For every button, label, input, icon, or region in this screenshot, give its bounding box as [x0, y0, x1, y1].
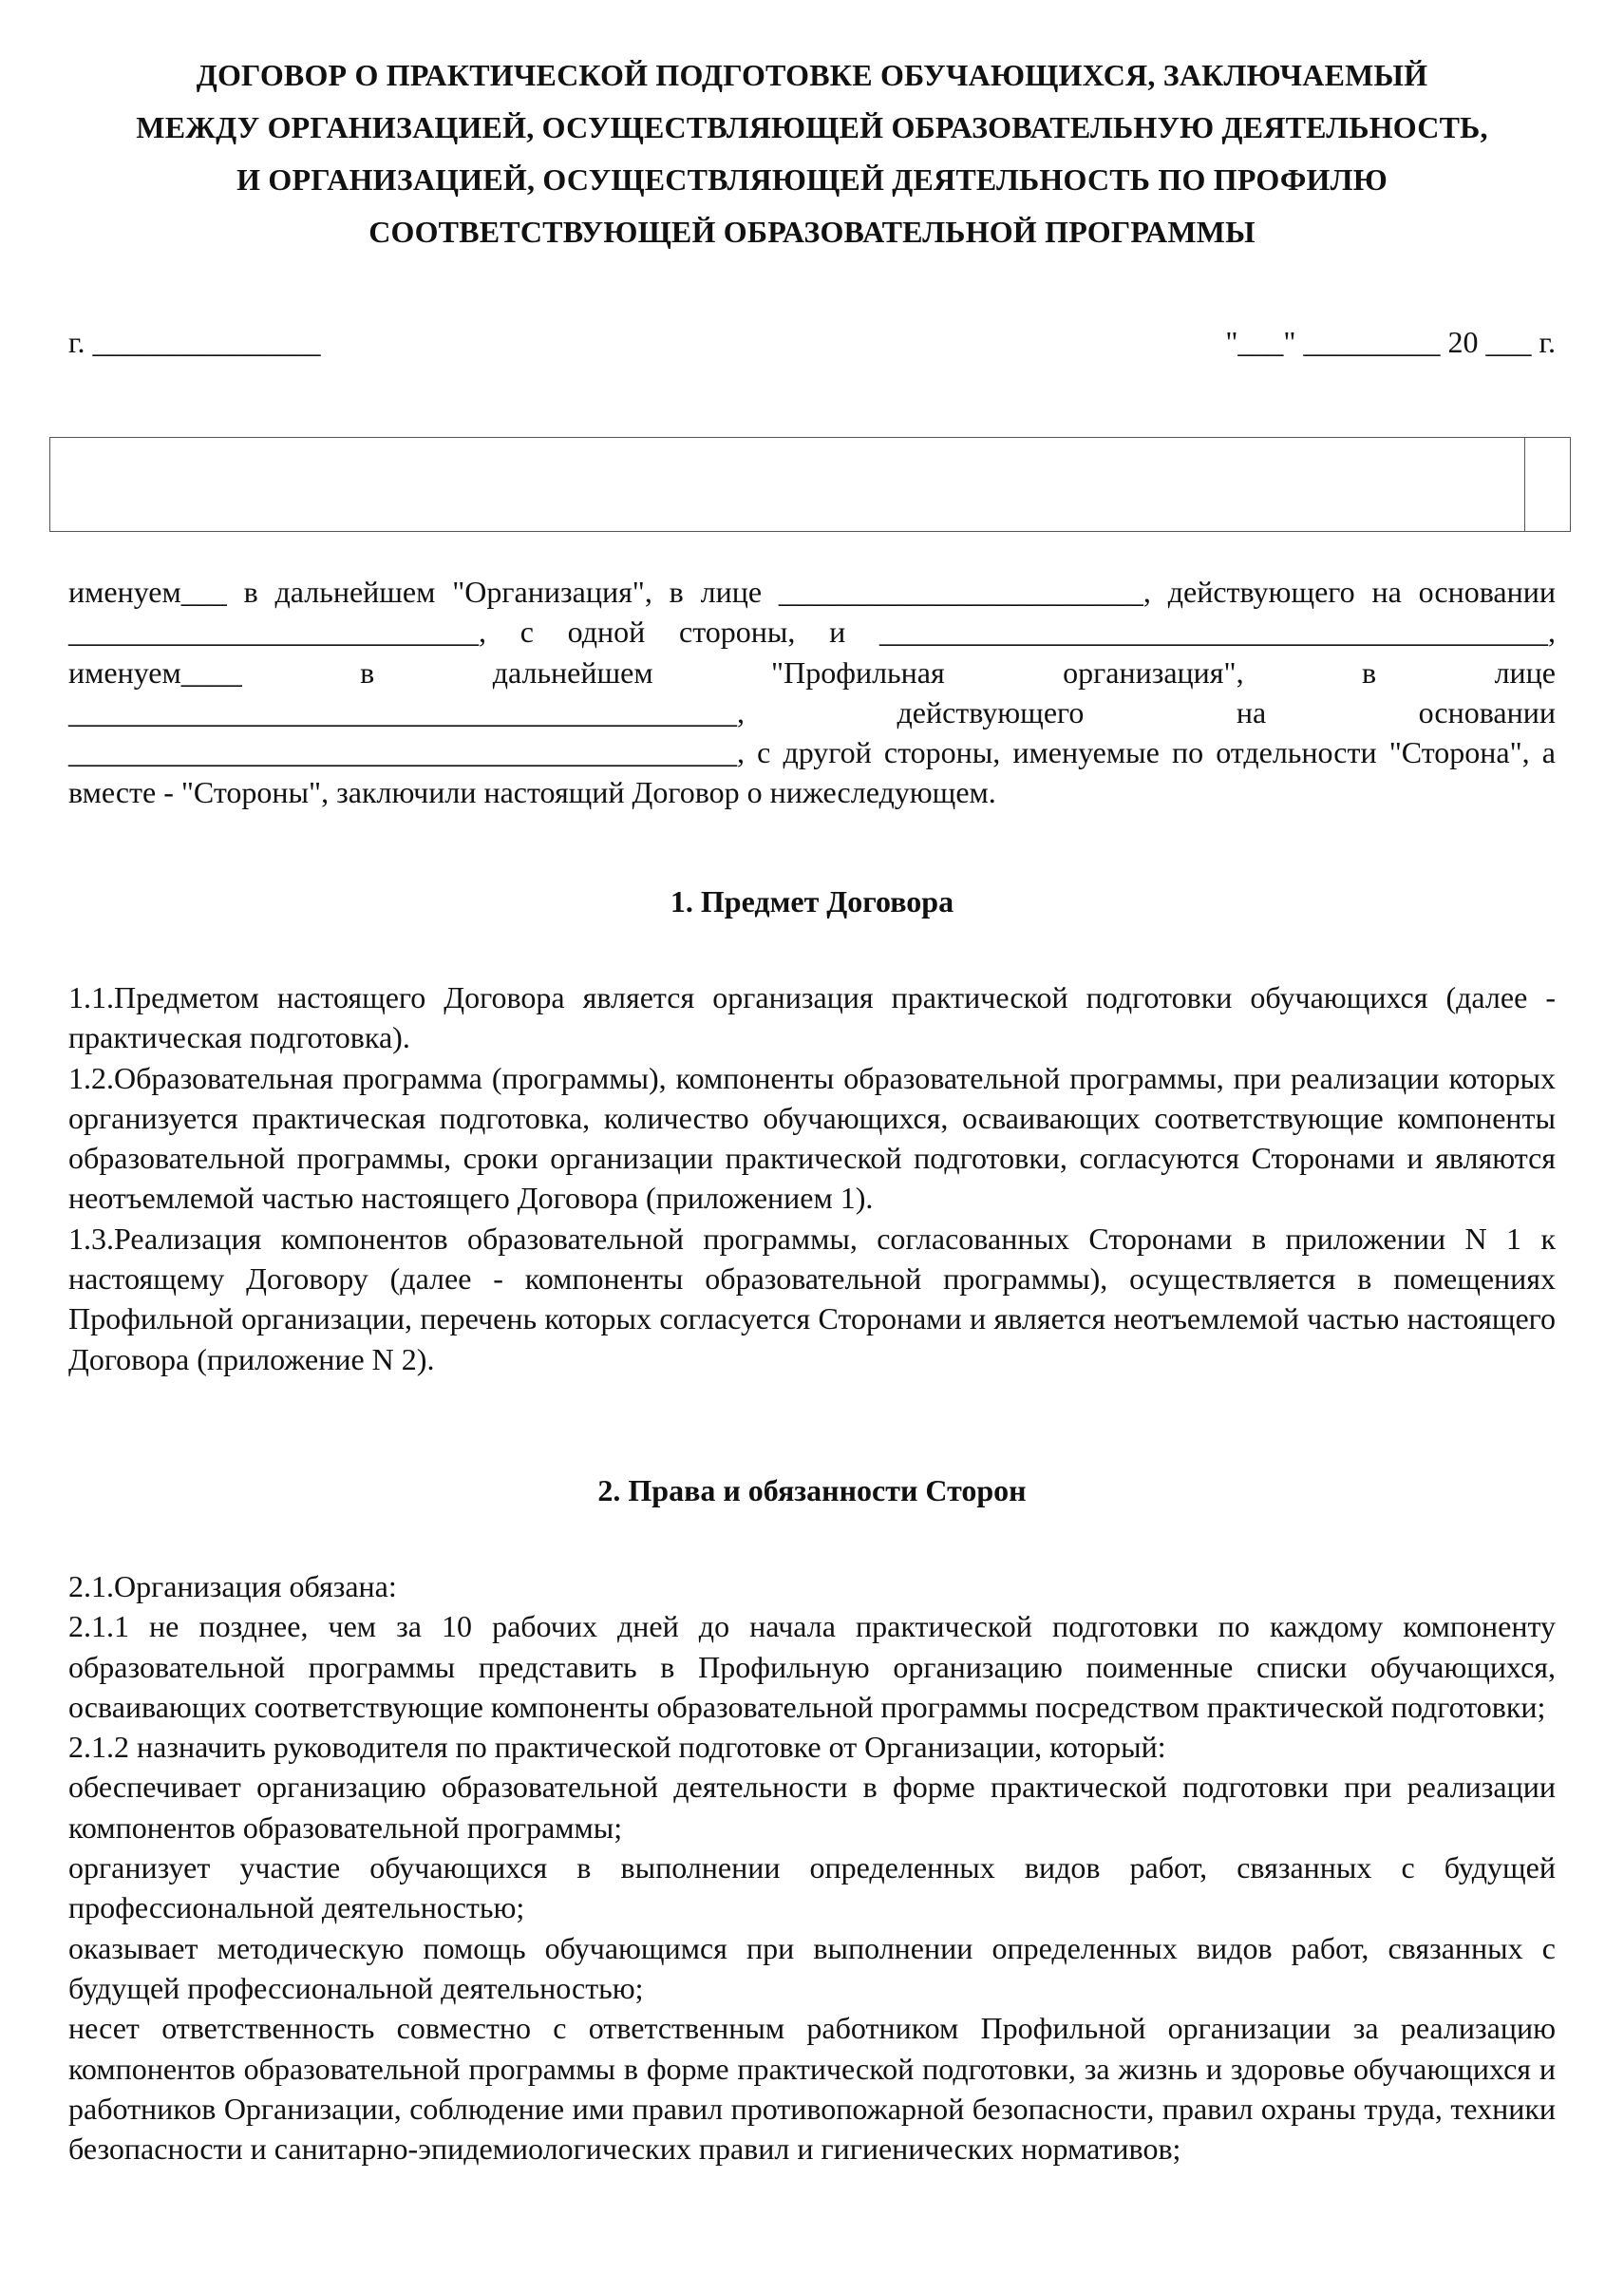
title-line: И ОРГАНИЗАЦИЕЙ, ОСУЩЕСТВЛЯЮЩЕЙ ДЕЯТЕЛЬНОСТЬ ПО ПРОФИЛЮ: [236, 162, 1388, 197]
clause-2-1: 2.1.Организация обязана:: [68, 1569, 397, 1603]
place-date-row: [68, 323, 1556, 361]
clause-2-1-1: 2.1.1 не позднее, чем за 10 рабочих дней до начала практической подготовки по каждому компоненту образовательной программы представить в Профильную организацию поименные списки обучающихся, осваивающих соответствующие компоненты образовательной программы посредством практической подготовки;: [68, 1609, 1556, 1724]
section-2-title: 2. Права и обязанности Сторон: [597, 1473, 1027, 1507]
clause-2-1-2: 2.1.2 назначить руководителя по практической подготовке от Организации, который:: [68, 1730, 1166, 1765]
section-1-body: [68, 977, 1556, 1379]
preamble: [68, 572, 1556, 813]
document-page: [68, 49, 1556, 2167]
clause-1-1: 1.1.Предметом настоящего Договора является организация практической подготовки обучающихся (далее - практическая подготовка).: [68, 980, 1556, 1055]
organization-name-box: [49, 437, 1571, 532]
section-1-title: 1. Предмет Договора: [670, 884, 954, 919]
duty-item: обеспечивает организацию образовательной деятельности в форме практической подготовки при реализации компонентов образовательной программы;: [68, 1770, 1556, 1845]
place-field: г. _______________: [68, 325, 321, 359]
preamble-text: именуем___ в дальнейшем "Организация", в лице ________________________, действующего на основании ___________________________, с одной стороны, и ____________________________________________, именуем____ в дальнейшем "Профильная организация", в лице ____________________________________________, действующего на основании ____________________________________________, с другой стороны, именуемые по отдельности "Сторона", а вместе - "Стороны", заключили настоящий Договор о нижеследующем.: [68, 575, 1556, 810]
document-title: [68, 49, 1556, 258]
duty-item: несет ответственность совместно с ответственным работником Профильной организации за реализацию компонентов образовательной программы в форме практической подготовки, за жизнь и здоровье обучающихся и работников Организации, соблюдение ими правил противопожарной безопасности, правил охраны труда, техники безопасности и санитарно-эпидемиологических правил и гигиенических нормативов;: [68, 2011, 1556, 2167]
date-field: "___" _________ 20 ___ г.: [1225, 325, 1556, 359]
title-line: МЕЖДУ ОРГАНИЗАЦИЕЙ, ОСУЩЕСТВЛЯЮЩЕЙ ОБРАЗОВАТЕЛЬНУЮ ДЕЯТЕЛЬНОСТЬ,: [136, 110, 1488, 144]
title-line: СООТВЕТСТВУЮЩЕЙ ОБРАЗОВАТЕЛЬНОЙ ПРОГРАММЫ: [368, 215, 1256, 249]
duty-item: оказывает методическую помощь обучающимся при выполнении определенных видов работ, связанных с будущей профессиональной деятельностью;: [68, 1930, 1556, 2005]
clause-1-3: 1.3.Реализация компонентов образовательной программы, согласованных Сторонами в приложении N 1 к настоящему Договору (далее - компоненты образовательной программы), осуществляется в помещениях Профильной организации, перечень которых согласуется Сторонами и является неотъемлемой частью настоящего Договора (приложение N 2).: [68, 1221, 1556, 1376]
title-line: ДОГОВОР О ПРАКТИЧЕСКОЙ ПОДГОТОВКЕ ОБУЧАЮЩИХСЯ, ЗАКЛЮЧАЕМЫЙ: [196, 58, 1428, 92]
duty-item: организует участие обучающихся в выполнении определенных видов работ, связанных с будущей профессиональной деятельностью;: [68, 1850, 1556, 1925]
section-2-body: [68, 1566, 1556, 2169]
clause-1-2: 1.2.Образовательная программа (программы), компоненты образовательной программы, при реализации которых организуется практическая подготовка, количество обучающихся, осваивающих соответствующие компоненты образовательной программы, сроки организации практической подготовки, согласуются Сторонами и являются неотъемлемой частью настоящего Договора (приложением 1).: [68, 1060, 1556, 1216]
organization-name-box-side-cell: [1524, 438, 1570, 531]
